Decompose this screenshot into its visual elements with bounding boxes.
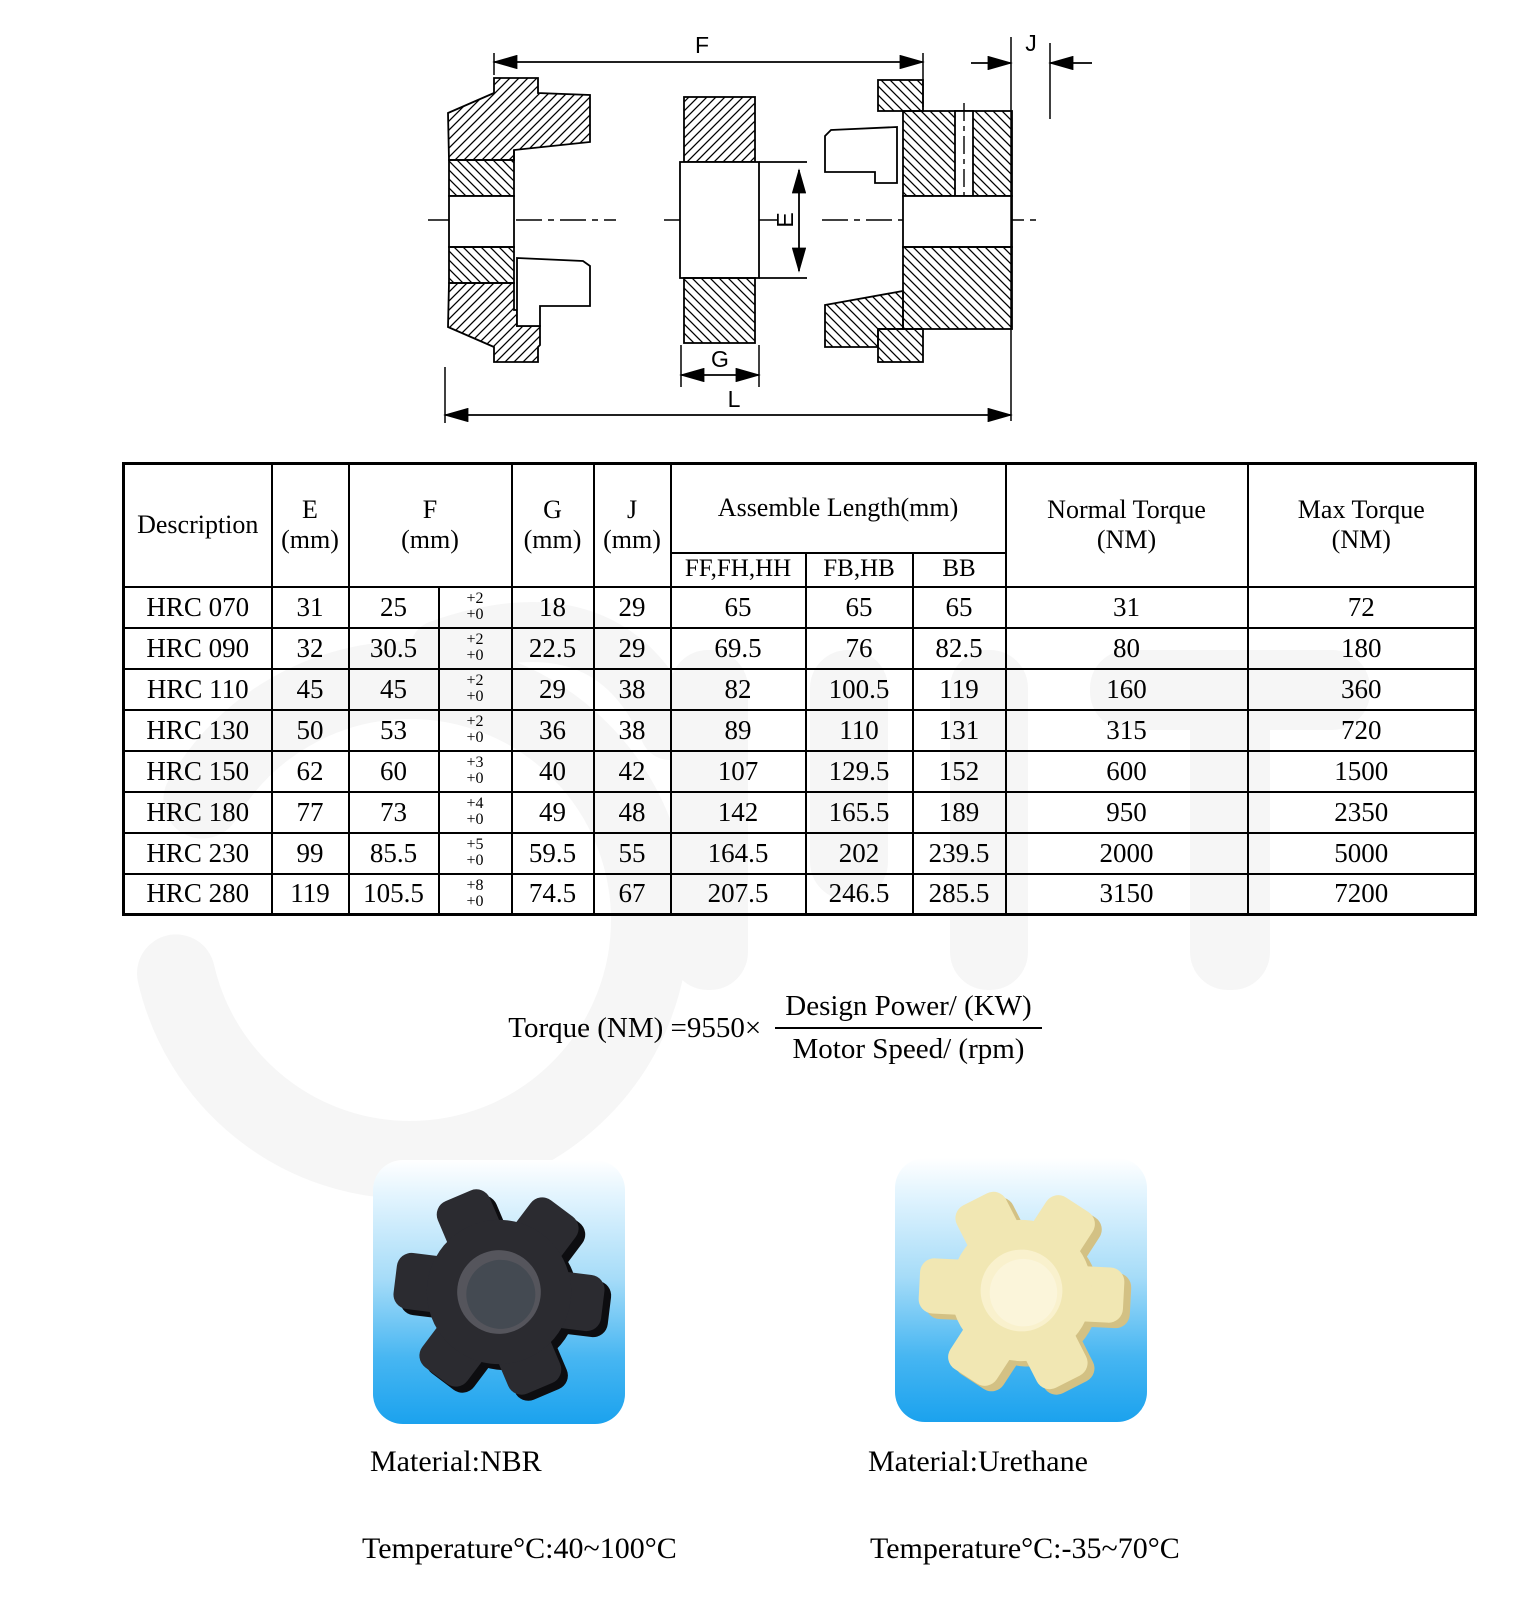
cell-f-tolerance: +2 +0	[439, 710, 512, 751]
cell-j: 48	[594, 792, 671, 833]
sub-header-fb-hb: FB,HB	[806, 553, 913, 587]
cell-max-torque: 720	[1248, 710, 1476, 751]
table-row	[124, 628, 1476, 669]
cell-f-tolerance: +8 +0	[439, 874, 512, 915]
cell-max-torque: 180	[1248, 628, 1476, 669]
cell-ff-fh-hh: 89	[671, 710, 806, 751]
formula-numerator: Design Power/ (KW)	[775, 990, 1041, 1029]
cell-normal-torque: 3150	[1006, 874, 1248, 915]
dim-label-l: L	[727, 386, 741, 412]
spec-table-container	[122, 462, 1477, 916]
col-header-f: F (mm)	[349, 464, 512, 587]
col-header-e: E (mm)	[272, 464, 349, 587]
cell-e: 62	[272, 751, 349, 792]
nbr-spider-image	[384, 1177, 614, 1407]
cell-description: HRC 130	[124, 710, 272, 751]
spec-table-body	[124, 587, 1476, 915]
cell-f-tolerance: +2 +0	[439, 587, 512, 628]
cell-max-torque: 2350	[1248, 792, 1476, 833]
cell-g: 18	[512, 587, 594, 628]
cell-j: 42	[594, 751, 671, 792]
cell-e: 50	[272, 710, 349, 751]
urethane-spider-image	[909, 1178, 1134, 1403]
cell-max-torque: 1500	[1248, 751, 1476, 792]
cell-e: 31	[272, 587, 349, 628]
cell-j: 67	[594, 874, 671, 915]
cell-e: 32	[272, 628, 349, 669]
cell-ff-fh-hh: 82	[671, 669, 806, 710]
cell-f: 85.5	[349, 833, 439, 874]
cell-e: 119	[272, 874, 349, 915]
cell-description: HRC 070	[124, 587, 272, 628]
cell-f: 45	[349, 669, 439, 710]
cell-f: 105.5	[349, 874, 439, 915]
table-row	[124, 669, 1476, 710]
sub-header-bb: BB	[913, 553, 1006, 587]
cell-e: 77	[272, 792, 349, 833]
cell-f: 25	[349, 587, 439, 628]
cell-normal-torque: 31	[1006, 587, 1248, 628]
col-header-normal-torque: Normal Torque (NM)	[1006, 464, 1248, 587]
cell-j: 29	[594, 628, 671, 669]
col-header-assemble-length: Assemble Length(mm)	[671, 464, 1006, 553]
nbr-temperature-label: Temperature°C:40~100°C	[362, 1532, 677, 1565]
cell-g: 59.5	[512, 833, 594, 874]
cell-normal-torque: 80	[1006, 628, 1248, 669]
formula-fraction	[775, 990, 1041, 1066]
cell-max-torque: 5000	[1248, 833, 1476, 874]
sub-header-ff-fh-hh: FF,FH,HH	[671, 553, 806, 587]
cell-bb: 119	[913, 669, 1006, 710]
cell-normal-torque: 315	[1006, 710, 1248, 751]
formula-lhs: Torque (NM) =9550×	[508, 1011, 762, 1044]
cell-description: HRC 150	[124, 751, 272, 792]
cell-e: 99	[272, 833, 349, 874]
cell-bb: 152	[913, 751, 1006, 792]
col-header-j: J (mm)	[594, 464, 671, 587]
col-header-g: G (mm)	[512, 464, 594, 587]
coupling-cross-section-drawing	[420, 15, 1100, 445]
cell-j: 38	[594, 669, 671, 710]
table-row	[124, 792, 1476, 833]
cell-normal-torque: 950	[1006, 792, 1248, 833]
cell-fb-hb: 65	[806, 587, 913, 628]
dim-label-j: J	[1025, 30, 1037, 56]
table-row	[124, 587, 1476, 628]
cell-normal-torque: 600	[1006, 751, 1248, 792]
cell-fb-hb: 100.5	[806, 669, 913, 710]
col-header-max-torque: Max Torque (NM)	[1248, 464, 1476, 587]
cell-f: 73	[349, 792, 439, 833]
cell-description: HRC 110	[124, 669, 272, 710]
cell-j: 29	[594, 587, 671, 628]
cell-description: HRC 180	[124, 792, 272, 833]
cell-ff-fh-hh: 142	[671, 792, 806, 833]
cell-ff-fh-hh: 65	[671, 587, 806, 628]
table-row	[124, 874, 1476, 915]
cell-ff-fh-hh: 69.5	[671, 628, 806, 669]
cell-max-torque: 72	[1248, 587, 1476, 628]
cell-g: 40	[512, 751, 594, 792]
cell-bb: 285.5	[913, 874, 1006, 915]
cell-g: 49	[512, 792, 594, 833]
urethane-spider-photo-card	[895, 1158, 1147, 1422]
cell-fb-hb: 246.5	[806, 874, 913, 915]
cell-f-tolerance: +3 +0	[439, 751, 512, 792]
cell-f-tolerance: +4 +0	[439, 792, 512, 833]
cell-description: HRC 280	[124, 874, 272, 915]
cell-bb: 65	[913, 587, 1006, 628]
cell-g: 22.5	[512, 628, 594, 669]
urethane-temperature-label: Temperature°C:-35~70°C	[870, 1532, 1180, 1565]
cell-normal-torque: 2000	[1006, 833, 1248, 874]
cell-fb-hb: 76	[806, 628, 913, 669]
nbr-spider-photo-card	[373, 1160, 625, 1424]
cell-ff-fh-hh: 107	[671, 751, 806, 792]
urethane-material-label: Material:Urethane	[868, 1445, 1088, 1478]
col-header-description: Description	[124, 464, 272, 587]
cell-g: 74.5	[512, 874, 594, 915]
cell-bb: 82.5	[913, 628, 1006, 669]
cell-f: 53	[349, 710, 439, 751]
formula-denominator: Motor Speed/ (rpm)	[792, 1033, 1025, 1065]
cell-fb-hb: 165.5	[806, 792, 913, 833]
cell-ff-fh-hh: 164.5	[671, 833, 806, 874]
dim-label-e: E	[772, 212, 798, 228]
cell-f-tolerance: +5 +0	[439, 833, 512, 874]
cell-ff-fh-hh: 207.5	[671, 874, 806, 915]
cell-f-tolerance: +2 +0	[439, 669, 512, 710]
cell-description: HRC 230	[124, 833, 272, 874]
cell-fb-hb: 110	[806, 710, 913, 751]
cell-bb: 239.5	[913, 833, 1006, 874]
cell-bb: 131	[913, 710, 1006, 751]
table-row	[124, 833, 1476, 874]
spec-table	[122, 462, 1477, 916]
cell-normal-torque: 160	[1006, 669, 1248, 710]
cell-e: 45	[272, 669, 349, 710]
cell-j: 38	[594, 710, 671, 751]
cell-f: 30.5	[349, 628, 439, 669]
cell-fb-hb: 202	[806, 833, 913, 874]
cell-max-torque: 360	[1248, 669, 1476, 710]
cell-bb: 189	[913, 792, 1006, 833]
cell-f: 60	[349, 751, 439, 792]
right-hub-section	[825, 80, 1012, 362]
table-row	[124, 710, 1476, 751]
dim-label-f: F	[694, 32, 710, 58]
table-row	[124, 751, 1476, 792]
cell-j: 55	[594, 833, 671, 874]
cell-g: 36	[512, 710, 594, 751]
cell-description: HRC 090	[124, 628, 272, 669]
cell-fb-hb: 129.5	[806, 751, 913, 792]
nbr-material-label: Material:NBR	[370, 1445, 542, 1478]
cell-max-torque: 7200	[1248, 874, 1476, 915]
cell-f-tolerance: +2 +0	[439, 628, 512, 669]
torque-formula	[455, 978, 1095, 1078]
dim-label-g: G	[711, 346, 729, 372]
cell-g: 29	[512, 669, 594, 710]
